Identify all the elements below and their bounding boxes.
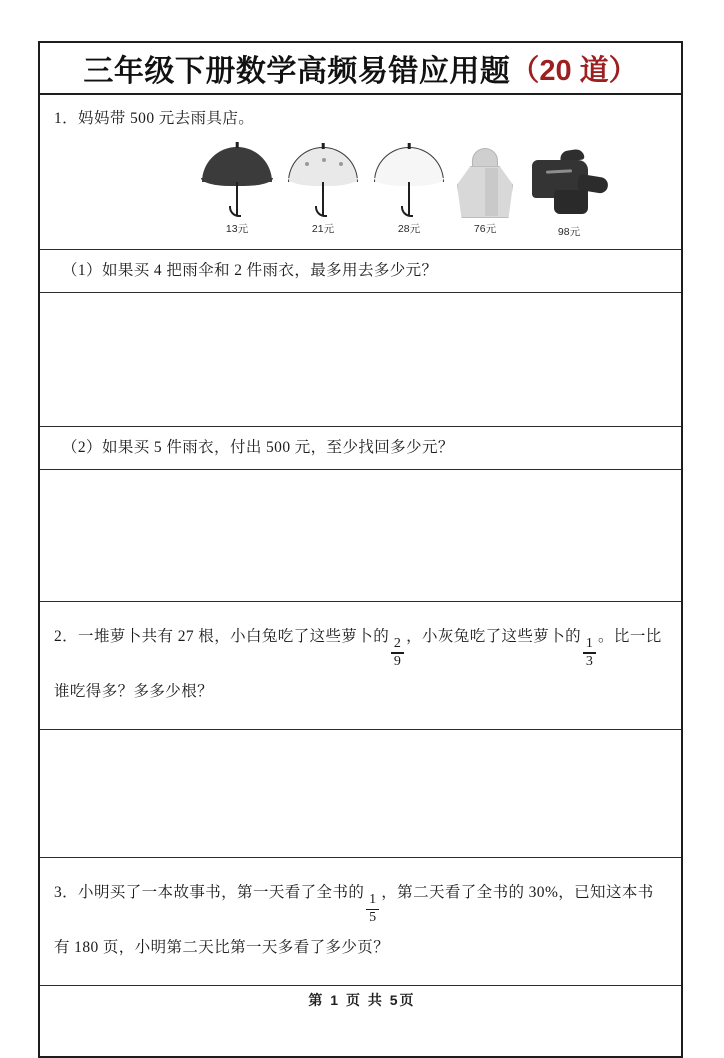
price-label: 13元 [225,223,249,235]
question-3-text [54,870,669,971]
price-label: 76元 [473,223,497,235]
price-list-illustration [54,136,669,240]
question-1a-row [40,250,681,293]
fraction-numerator: 1 [369,892,377,908]
question-1-stem: 1．妈妈带 500 元去雨具店。 [54,110,255,127]
price-label: 98元 [557,226,581,238]
good-item-umbrella-dark [194,148,280,236]
question-1b-text: （2）如果买 5 件雨衣，付出 500 元，至少找回多少元？ [62,439,454,456]
fraction-denominator: 3 [585,654,594,670]
fraction-1-5 [366,893,379,925]
page-footer: 第 1 页 共 5页 [308,992,416,1008]
question-3-line2: 已知这本书有 180 页，小明第二天比第一天多看了多少页？ [54,884,654,957]
umbrella-dotted-icon [280,148,366,220]
umbrella-dark-icon [194,148,280,220]
question-2-line1-a: 2．一堆萝卜共有 27 根，小白兔吃了这些萝卜的 [54,628,390,645]
question-2-line2-b: 。比一比谁吃得多？多多少根？ [54,628,662,701]
fraction-denominator: 9 [393,654,402,670]
question-3-line1-b: ，第二天看了全书的 30%， [381,884,575,902]
fraction-numerator: 2 [393,635,402,651]
question-1-stem-row [40,95,681,250]
question-3-row [40,858,681,986]
price-label: 21元 [311,223,335,235]
good-item-umbrella-light [366,148,452,236]
fraction-numerator: 1 [585,635,594,651]
fraction-1-3 [583,637,596,669]
page-title: 三年级下册数学高频易错应用题 [83,55,511,88]
worksheet-table [38,41,683,1058]
worksheet-title-row [40,43,681,95]
question-1b-row [40,427,681,470]
good-item-umbrella-dotted [280,148,366,236]
question-2-line1-b: ，小灰兔吃了这些萝卜的 [406,628,582,645]
good-item-poncho [442,140,528,236]
question-1b-answer-area[interactable] [40,470,681,602]
page-title-count: （20 道） [510,54,638,87]
good-item-raincoat-set [526,142,612,239]
question-2-row [40,602,681,730]
fraction-denominator: 5 [369,910,377,926]
price-label: 28元 [397,223,421,235]
fraction-2-9 [391,637,404,669]
raincoat-set-icon [526,142,612,220]
umbrella-light-icon [366,148,452,220]
question-3-line1-a: 3．小明买了一本故事书，第一天看了全书的 [54,884,365,902]
question-2-text [54,614,669,715]
question-1a-answer-area[interactable] [40,293,681,427]
question-1a-text: （1）如果买 4 把雨伞和 2 件雨衣，最多用去多少元？ [62,262,438,279]
poncho-icon [442,140,528,220]
question-2-answer-area[interactable] [40,730,681,858]
